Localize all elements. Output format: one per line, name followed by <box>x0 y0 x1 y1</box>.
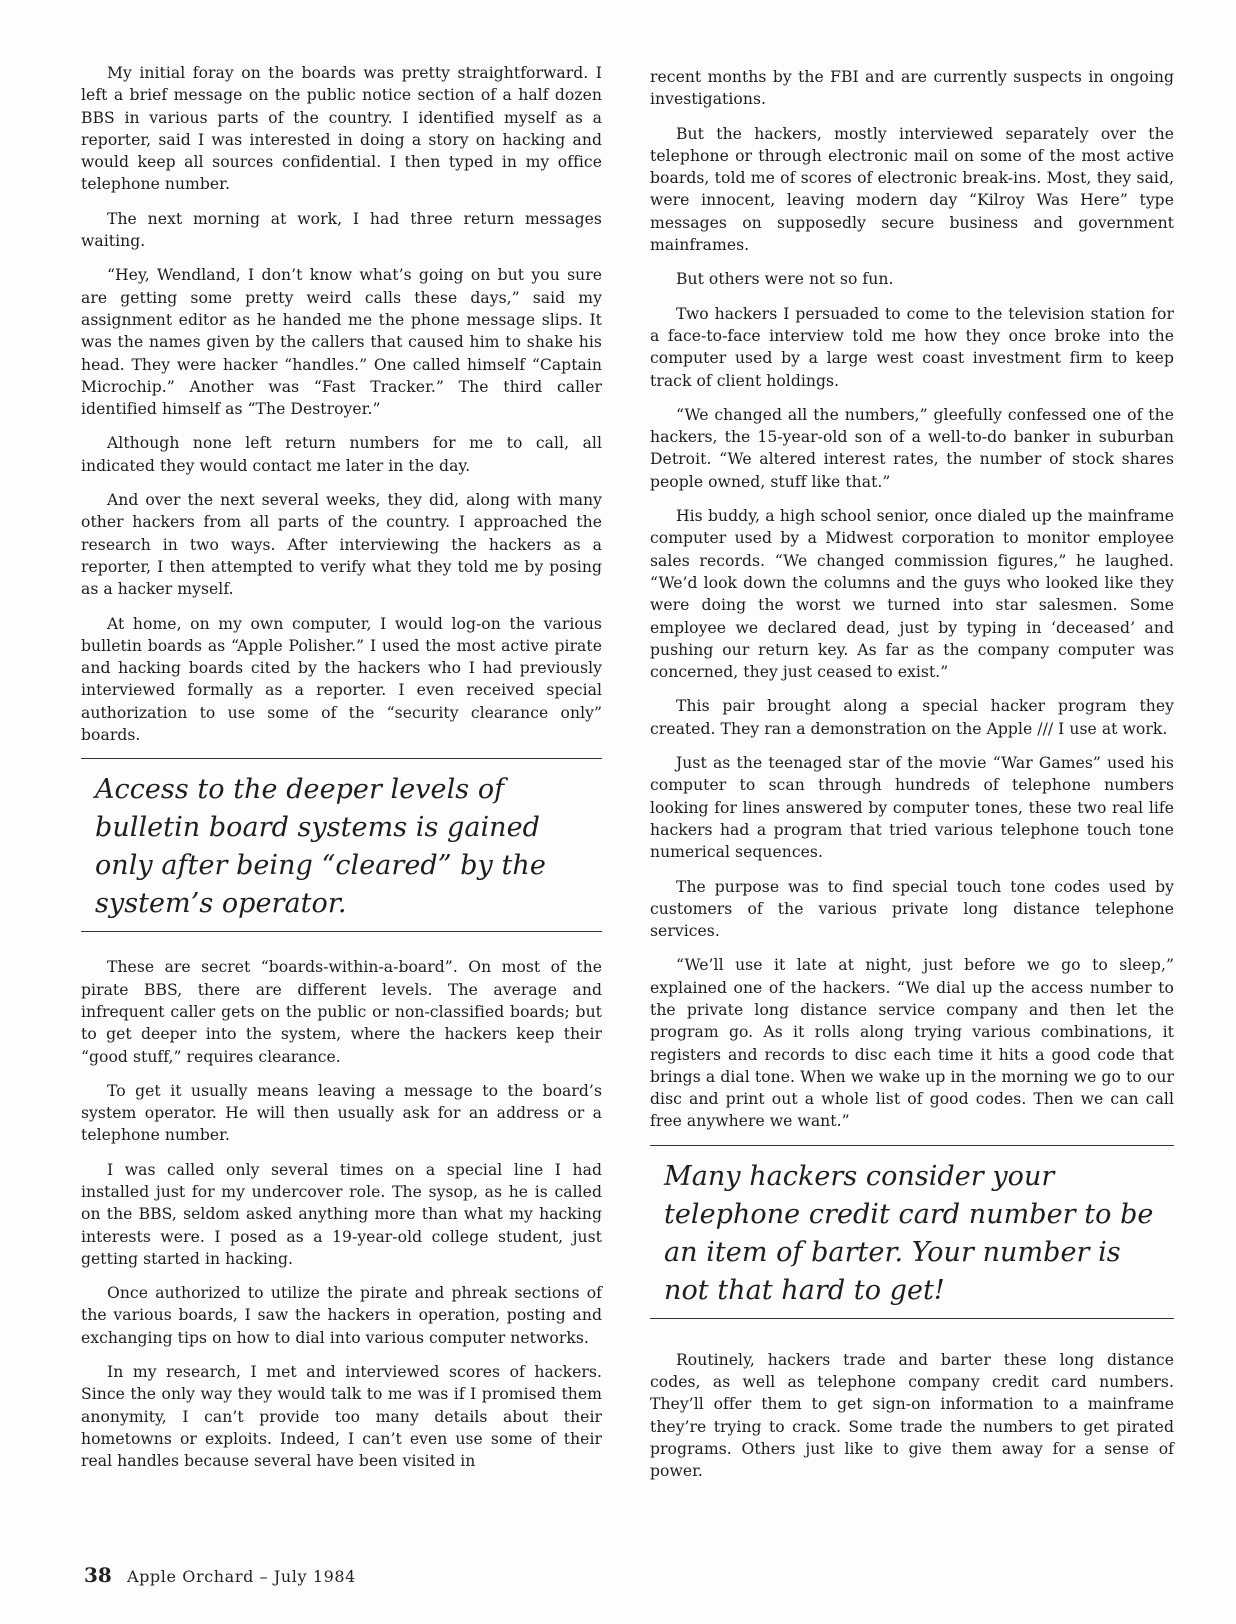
pull-quote: Many hackers consider your telephone credit card number to be an item of barter. Your number is not that hard to get! <box>650 1145 1174 1319</box>
paragraph: In my research, I met and interviewed scores of hackers. Since the only way they would talk to me was if I promised them anonymity, I can’t provide too many details about their hometowns or exploits. Indeed, I can’t even use some of their real handles because several have been visited in <box>81 1363 602 1471</box>
paragraph: The purpose was to find special touch tone codes used by customers of the various private long distance telephone services. <box>650 877 1174 941</box>
paragraph: To get it usually means leaving a message to the board’s system operator. He will then usually ask for an address or a telephone number. <box>81 1081 602 1145</box>
pull-quote: Access to the deeper levels of bulletin board systems is gained only after being “cleared” by the system’s operator. <box>81 758 602 932</box>
paragraph: My initial foray on the boards was pretty straightforward. I left a brief message on the public notice section of a half dozen BBS in various parts of the country. I identified myself as a reporter, said I was interested in doing a story on hacking and would keep all sources confidential. I then typed in my office telephone number. <box>81 64 602 194</box>
page-footer <box>84 1563 356 1587</box>
paragraph: Routinely, hackers trade and barter these long distance codes, as well as telephone company credit card numbers. They’ll offer them to get sign-on information to a mainframe they’re trying to crack. Some trade the numbers to get pirated programs. Others just like to give them away for a sense of power. <box>650 1350 1174 1481</box>
paragraph: Two hackers I persuaded to come to the television station for a face-to-face interview told me how they once broke into the computer used by a large west coast investment firm to keep track of client holdings. <box>650 304 1174 390</box>
paragraph: His buddy, a high school senior, once dialed up the mainframe computer used by a Midwest corporation to monitor employee sales records. “We changed commission figures,” he laughed. “We’d look down the columns and the guys who looked like they were doing the worst we turned into star salesmen. Some employee we declared dead, just by typing in ‘deceased’ and pushing our return key. As far as the company computer was concerned, they just ceased to exist.” <box>650 507 1174 682</box>
page-number: 38 <box>84 1563 112 1587</box>
paragraph: Once authorized to utilize the pirate and phreak sections of the various boards, I saw the hackers in operation, posting and exchanging tips on how to dial into various computer networks. <box>81 1284 602 1347</box>
paragraph: Although none left return numbers for me to call, all indicated they would contact me later in the day. <box>81 434 602 475</box>
paragraph: At home, on my own computer, I would log-on the various bulletin boards as “Apple Polisher.” I used the most active pirate and hacking boards cited by the hackers who I had previously interviewed formally as a reporter. I even received special authorization to use some of the “security clearance only” boards. <box>81 614 602 745</box>
publication-info: Apple Orchard – July 1984 <box>126 1567 356 1586</box>
paragraph: The next morning at work, I had three return messages waiting. <box>81 209 602 251</box>
paragraph: I was called only several times on a special line I had installed just for my undercover role. The sysop, as he is called on the BBS, seldom asked anything more than what my hacking interests were. I posed as a 19-year-old college student, just getting started in hacking. <box>81 1160 602 1268</box>
paragraph: “Hey, Wendland, I don’t know what’s going on but you sure are getting some pretty weird calls these days,” said my assignment editor as he handed me the phone message slips. It was the names given by the callers that caused him to shake his head. They were hacker “handles.” One called himself “Captain Microchip.” Another was “Fast Tracker.” The third caller identified himself as “The Destroyer.” <box>81 266 602 419</box>
paragraph: But the hackers, mostly interviewed separately over the telephone or through electronic mail on some of the most active boards, told me of scores of electronic break-ins. Most, they said, were innocent, leaving modern day “Kilroy Was Here” type messages on supposedly secure business and government mainframes. <box>650 124 1174 255</box>
paragraph: And over the next several weeks, they did, along with many other hackers from all parts of the country. I approached the research in two ways. After interviewing the hackers as a reporter, I then attempted to verify what they told me by posing as a hacker myself. <box>81 491 602 599</box>
paragraph: These are secret “boards-within-a-board”. On most of the pirate BBS, there are different levels. The average and infrequent caller gets on the public or non-classified boards; but to get deeper into the system, where the hackers keep their “good stuff,” requires clearance. <box>81 958 602 1066</box>
paragraph: “We changed all the numbers,” gleefully confessed one of the hackers, the 15-year-old son of a well-to-do banker in suburban Detroit. “We altered interest rates, the number of stock shares people owned, stuff like that.” <box>650 405 1174 491</box>
right-column <box>650 66 1174 1495</box>
paragraph: recent months by the FBI and are currently suspects in ongoing investigations. <box>650 68 1174 109</box>
paragraph: Just as the teenaged star of the movie “War Games” used his computer to scan through hundreds of telephone numbers looking for lines answered by computer tones, these two real life hackers had a program that tried various telephone touch tone numerical sequences. <box>650 754 1174 862</box>
left-column <box>81 62 602 1485</box>
paragraph: This pair brought along a special hacker program they created. They ran a demonstration on the Apple /// I use at work. <box>650 697 1174 738</box>
paragraph: But others were not so fun. <box>676 270 894 289</box>
paragraph: “We’ll use it late at night, just before we go to sleep,” explained one of the hackers. “We dial up the access number to the private long distance service company and then let the program go. As it rolls along trying various combinations, it registers and records to disc each time it hits a good code that brings a dial tone. When we wake up in the morning we go to our disc and print out a whole list of good codes. Then we can call free anywhere we want.” <box>650 956 1174 1131</box>
